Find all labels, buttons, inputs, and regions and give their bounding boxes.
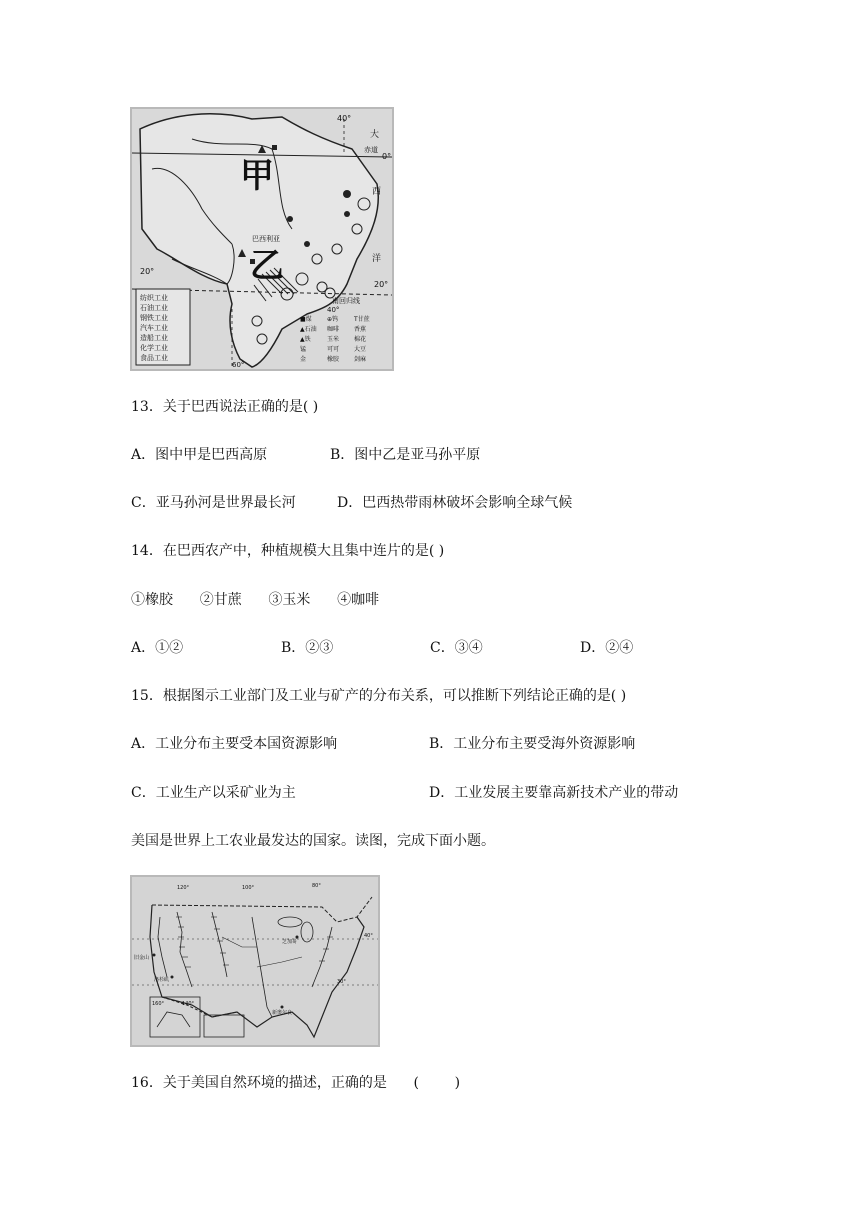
- usa-label-140: 140°: [182, 1001, 195, 1007]
- usa-label-luoshanji: 洛杉矶: [154, 977, 170, 983]
- legend-resources: [300, 315, 370, 363]
- legend-res-11: 大豆: [354, 346, 367, 353]
- legend-industry-2: 钢铁工业: [140, 314, 168, 322]
- q15-stem: 15．根据图示工业部门及工业与矿产的分布关系，可以推断下列结论正确的是( ): [131, 688, 627, 704]
- usa-intro: 美国是世界上工农业最发达的国家。读图，完成下面小题。: [131, 833, 495, 849]
- q14-items: ①橡胶 ②甘蔗 ③玉米 ④咖啡: [131, 592, 380, 608]
- label-yang: 洋: [372, 254, 382, 264]
- usa-label-xinaoerliang: 新奥尔良: [272, 1010, 293, 1016]
- legend-industry: [136, 289, 190, 365]
- label-da: 大: [370, 130, 380, 140]
- label-20deg-right: 20°: [374, 280, 389, 289]
- legend-industry-0: 纺织工业: [140, 294, 168, 302]
- label-brasilia: 巴西利亚: [252, 235, 280, 243]
- q13-option-d: D．巴西热带雨林破坏会影响全球气候: [337, 495, 573, 511]
- label-40deg: 40°: [337, 114, 352, 123]
- legend-res-8: 棉花: [354, 336, 367, 343]
- legend-industry-6: 食品工业: [140, 354, 168, 362]
- label-yi: 乙: [250, 246, 284, 286]
- legend-res-2: T甘蔗: [354, 316, 370, 323]
- legend-industry-3: 汽车工业: [140, 324, 168, 332]
- q15-option-d: D．工业发展主要靠高新技术产业的带动: [429, 785, 679, 801]
- usa-map: [130, 875, 380, 1047]
- legend-res-0: ■煤: [300, 316, 312, 323]
- label-20deg-left: 20°: [140, 267, 155, 276]
- q13-stem: 13．关于巴西说法正确的是( ): [131, 399, 319, 415]
- legend-res-10: 可可: [327, 346, 340, 353]
- label-jia: 甲: [240, 156, 274, 196]
- label-chidao: 赤道: [364, 146, 378, 154]
- usa-label-80: 80°: [312, 883, 321, 889]
- usa-label-160: 160°: [152, 1001, 165, 1007]
- q14-option-b: B．②③: [281, 640, 334, 656]
- legend-res-5: 香蕉: [354, 326, 367, 333]
- usa-label-jiujinshan: 旧金山: [134, 955, 150, 961]
- legend-res-6: ▲铁: [300, 336, 311, 343]
- q14-stem: 14．在巴西农产中，种植规模大且集中连片的是( ): [131, 543, 445, 559]
- usa-label-40: 40°: [364, 933, 373, 939]
- q13-option-b: B．图中乙是亚马孙平原: [330, 447, 481, 463]
- q14-option-a: A．①②: [131, 640, 184, 656]
- label-40deg-bottom: 40°: [327, 306, 340, 314]
- brazil-map-svg: [132, 109, 392, 369]
- label-0deg: 0°: [382, 152, 392, 161]
- q13-option-c: C．亚马孙河是世界最长河: [131, 495, 296, 511]
- usa-map-svg: [132, 877, 378, 1045]
- legend-res-9: 锰: [300, 346, 307, 353]
- legend-res-7: 玉米: [327, 336, 340, 343]
- label-nanhuiguixian: 南回归线: [332, 297, 360, 305]
- legend-res-3: ▲石油: [300, 326, 317, 333]
- q16-stem: 16．关于美国自然环境的描述，正确的是 ( ): [131, 1075, 461, 1091]
- q14-option-c: C．③④: [430, 640, 483, 656]
- legend-industry-4: 造船工业: [140, 334, 168, 342]
- q14-option-d: D．②④: [580, 640, 634, 656]
- q15-option-c: C．工业生产以采矿业为主: [131, 785, 296, 801]
- legend-industry-1: 石油工业: [140, 304, 168, 312]
- label-xi: 西: [372, 187, 382, 197]
- legend-res-4: 咖啡: [327, 326, 340, 333]
- q15-option-a: A．工业分布主要受本国资源影响: [131, 736, 338, 752]
- legend-res-14: 剑麻: [354, 356, 367, 363]
- usa-label-zhijiage: 芝加哥: [282, 939, 298, 945]
- legend-industry-5: 化学工业: [140, 344, 168, 352]
- q15-option-b: B．工业分布主要受海外资源影响: [429, 736, 636, 752]
- usa-label-100: 100°: [242, 885, 255, 891]
- brazil-map: [130, 107, 394, 371]
- legend-res-1: ⊕钨: [327, 316, 339, 323]
- legend-res-13: 橡胶: [327, 356, 340, 363]
- usa-label-30: 30°: [337, 979, 346, 985]
- usa-label-120: 120°: [177, 885, 190, 891]
- label-60deg: 60°: [232, 361, 245, 369]
- legend-res-12: 金: [300, 356, 307, 363]
- q13-option-a: A．图中甲是巴西高原: [131, 447, 268, 463]
